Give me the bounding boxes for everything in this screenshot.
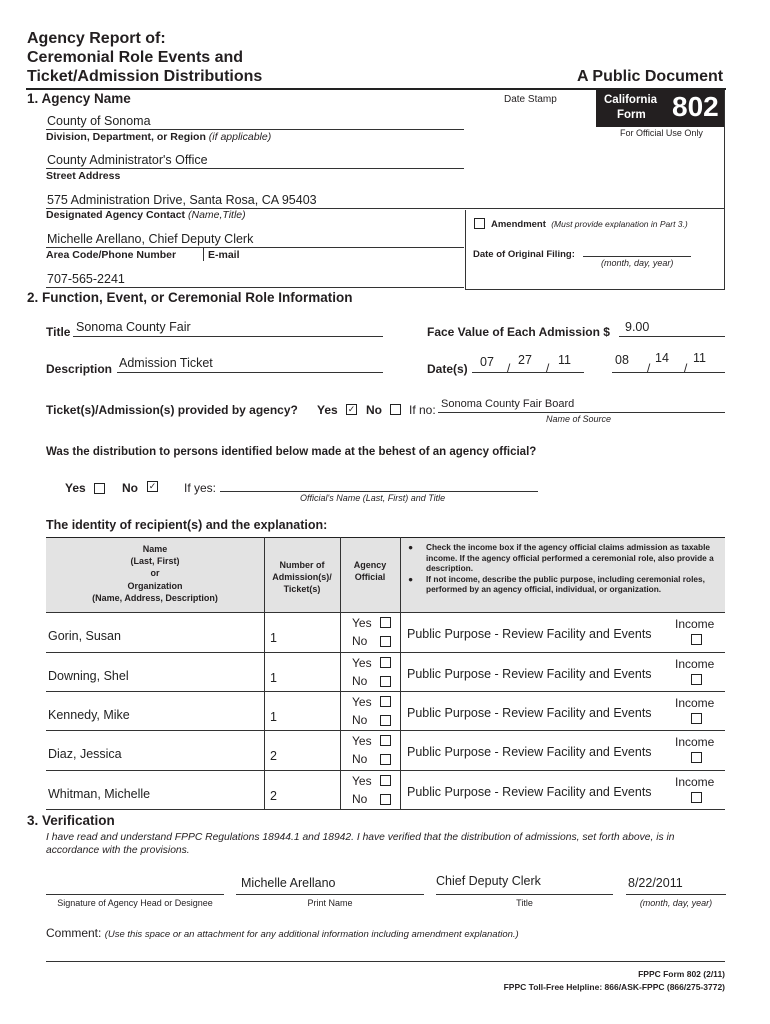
contact-label-text: Designated Agency Contact [46, 209, 186, 221]
right-box-right [724, 90, 725, 289]
explain-item [408, 542, 722, 574]
agency-official-yes-label: Yes [352, 695, 372, 709]
recipient-purpose: Public Purpose - Review Facility and Events [407, 785, 652, 799]
date-slash: / [647, 361, 651, 375]
recipient-purpose: Public Purpose - Review Facility and Events [407, 667, 652, 681]
income-label: Income [675, 696, 715, 710]
recipient-purpose: Public Purpose - Review Facility and Events [407, 706, 652, 720]
signature-line [46, 894, 224, 895]
recipient-count: 1 [270, 671, 277, 685]
table-bottom-rule [46, 809, 725, 810]
provided-question: Ticket(s)/Admission(s) provided by agency? [46, 403, 298, 417]
face-value: 9.00 [625, 320, 650, 334]
comment-line [46, 961, 725, 962]
date-slash: / [507, 361, 511, 375]
contact-line [46, 247, 464, 248]
agency-official-yes-label: Yes [352, 616, 372, 630]
table-row [46, 770, 725, 810]
explain-text: If not income, describe the public purpose, including ceremonial roles, performed by an agency official, individual, or organization. [426, 573, 705, 595]
agency-official-no-checkbox[interactable] [380, 794, 391, 805]
official-name-label: Official's Name (Last, First) and Title [300, 493, 446, 503]
form-badge [596, 90, 724, 127]
agency-official-no-label: No [352, 713, 368, 727]
description-label: Description [46, 362, 113, 376]
phone-email-divider [203, 247, 204, 261]
income-label: Income [675, 775, 715, 789]
col-header-name [46, 543, 264, 604]
provided-yes-label: Yes [317, 403, 338, 417]
table-row [46, 612, 725, 652]
print-name-label: Print Name [307, 898, 353, 908]
source-value: Sonoma County Fair Board [441, 398, 575, 410]
income-checkbox[interactable] [691, 752, 702, 763]
table-row [46, 691, 725, 731]
title-line: Agency Report of: [27, 30, 166, 47]
contact-label-sub: (Name,Title) [187, 209, 246, 221]
behest-yes-label: Yes [65, 481, 86, 495]
division-label-text: Division, Department, or Region [46, 131, 206, 143]
agency-official-yes-checkbox[interactable] [380, 775, 391, 786]
col-header-line: Number of [279, 560, 325, 570]
amendment-sub: (Must provide explanation in Part 3.) [551, 219, 688, 229]
source-line [438, 412, 725, 413]
signature-label: Signature of Agency Head or Designee [57, 898, 213, 908]
amendment-checkbox[interactable] [474, 218, 485, 229]
col-header-line: Official [354, 572, 386, 582]
agency-official-no-checkbox[interactable] [380, 754, 391, 765]
agency-official-no-checkbox[interactable] [380, 715, 391, 726]
amendment-label-text: Amendment [491, 219, 546, 230]
description-line [117, 372, 383, 373]
form-title [27, 29, 262, 86]
date2-line [612, 372, 725, 373]
division-label-sub: (if applicable) [208, 131, 272, 143]
right-box-left [465, 210, 466, 289]
date-value: 8/22/2011 [628, 876, 683, 890]
face-value-label: Face Value of Each Admission $ [427, 325, 610, 339]
original-filing-sub: (month, day, year) [601, 258, 674, 268]
title-label: Title [516, 898, 533, 908]
recipient-purpose: Public Purpose - Review Facility and Events [407, 627, 652, 641]
date2-year: 11 [693, 351, 706, 365]
bullet: ● [408, 573, 414, 584]
income-checkbox[interactable] [691, 713, 702, 724]
title-line [436, 894, 613, 895]
part3-heading: 3. Verification [27, 813, 115, 828]
official-use-label: For Official Use Only [620, 128, 703, 138]
agency-official-yes-checkbox[interactable] [380, 696, 391, 707]
original-filing-line [583, 256, 691, 257]
col-header-line: Ticket(s) [283, 584, 321, 594]
recipient-count: 1 [270, 631, 277, 645]
date1-line [472, 372, 584, 373]
income-checkbox[interactable] [691, 674, 702, 685]
division-value: County Administrator's Office [47, 153, 208, 167]
income-checkbox[interactable] [691, 792, 702, 803]
phone-line [46, 287, 464, 288]
print-name-line [236, 894, 424, 895]
comment-label [46, 926, 519, 940]
col-header-line: (Last, First) [130, 556, 180, 567]
provided-no-label: No [366, 403, 382, 417]
division-line [46, 168, 464, 169]
right-box-bottom [465, 289, 725, 290]
contact-label [46, 209, 246, 221]
col-header-line: (Name, Address, Description) [92, 592, 218, 603]
phone-label: Area Code/Phone Number [46, 249, 177, 261]
if-no-label: If no: [409, 403, 436, 417]
date-slash: / [546, 361, 550, 375]
col-header-line: Name [142, 544, 168, 554]
title-line: Ticket/Admission Distributions [27, 68, 263, 85]
income-label: Income [675, 657, 715, 671]
bullet: ● [408, 542, 414, 552]
dates-label: Date(s) [427, 362, 468, 376]
agency-official-yes-checkbox[interactable] [380, 735, 391, 746]
original-filing-label: Date of Original Filing: [473, 249, 575, 260]
date2-month: 08 [615, 353, 629, 367]
verification-statement: I have read and understand FPPC Regulations 18944.1 and 18942. I have verified that the distribution of admissions, set forth above, is in accordance with the provisions. [46, 832, 675, 856]
col-header-line: or [150, 568, 160, 579]
if-yes-label: If yes: [184, 481, 217, 495]
footer-helpline: FPPC Toll-Free Helpline: 866/ASK-FPPC (866/275-3772) [503, 982, 725, 992]
part2-heading: 2. Function, Event, or Ceremonial Role Information [27, 290, 353, 305]
recipient-count: 1 [270, 710, 277, 724]
event-title-value: Sonoma County Fair [76, 320, 191, 334]
agency-official-yes-checkbox[interactable] [380, 617, 391, 628]
behest-no-checkbox[interactable]: ✓ [148, 481, 157, 491]
recipients-heading: The identity of recipient(s) and the explanation: [46, 518, 328, 532]
col-header-line: Admission(s)/ [272, 572, 332, 582]
agency-official-no-checkbox[interactable] [380, 676, 391, 687]
table-row [46, 652, 725, 692]
title-value: Chief Deputy Clerk [436, 874, 541, 888]
public-document-label: A Public Document [577, 68, 724, 85]
agency-official-no-label: No [352, 674, 368, 688]
street-value: 575 Administration Drive, Santa Rosa, CA 95403 [47, 193, 317, 207]
agency-official-yes-label: Yes [352, 774, 372, 788]
badge-number: 802 [672, 91, 719, 122]
col-header-number [264, 559, 340, 595]
date-line [626, 894, 726, 895]
behest-no-label: No [122, 481, 138, 495]
provided-no-checkbox[interactable] [390, 404, 401, 415]
behest-yes-checkbox[interactable] [94, 483, 105, 494]
agency-official-no-label: No [352, 752, 368, 766]
title-line: Ceremonial Role Events and [27, 49, 244, 66]
date1-day: 27 [518, 353, 532, 367]
comment-label-text: Comment: [46, 926, 102, 940]
contact-value: Michelle Arellano, Chief Deputy Clerk [47, 232, 254, 246]
explain-item [408, 574, 722, 595]
event-title-line [73, 336, 383, 337]
part1-heading: 1. Agency Name [27, 91, 131, 106]
print-name-value: Michelle Arellano [241, 876, 336, 890]
agency-official-yes-label: Yes [352, 656, 372, 670]
table-row [46, 730, 725, 770]
income-checkbox[interactable] [691, 634, 702, 645]
badge-california: California [604, 94, 658, 106]
amendment-label [491, 219, 688, 230]
email-label: E-mail [208, 249, 240, 261]
date1-month: 07 [480, 355, 494, 369]
col-header-agency [340, 559, 400, 583]
col-header-explanation [408, 542, 722, 595]
agency-official-yes-label: Yes [352, 734, 372, 748]
behest-question: Was the distribution to persons identified below made at the behest of an agency official? [46, 446, 537, 458]
recipient-purpose: Public Purpose - Review Facility and Events [407, 745, 652, 759]
date-slash: / [684, 361, 688, 375]
agency-official-no-label: No [352, 792, 368, 806]
income-label: Income [675, 617, 715, 631]
agency-official-yes-checkbox[interactable] [380, 657, 391, 668]
source-label: Name of Source [546, 414, 612, 424]
recipient-count: 2 [270, 789, 277, 803]
col-header-line: Agency [353, 560, 387, 570]
agency-official-no-checkbox[interactable] [380, 636, 391, 647]
official-name-line [220, 491, 538, 492]
recipient-count: 2 [270, 749, 277, 763]
comment-sub: (Use this space or an attachment for any additional information including amendment explanation.) [104, 929, 519, 940]
badge-form: Form [617, 109, 646, 121]
description-value: Admission Ticket [119, 356, 213, 370]
recipient-name: Gorin, Susan [48, 629, 121, 643]
provided-yes-checkbox[interactable]: ✓ [347, 404, 356, 414]
recipient-name: Downing, Shel [48, 669, 129, 683]
date1-year: 11 [558, 353, 571, 367]
income-label: Income [675, 735, 715, 749]
explain-text: Check the income box if the agency official claims admission as taxable income. If the agency official performed a ceremonial role, also provide a description. [426, 542, 714, 574]
event-title-label: Title [46, 325, 71, 339]
face-value-line [619, 336, 725, 337]
phone-value: 707-565-2241 [47, 272, 125, 286]
date-label: (month, day, year) [639, 898, 713, 908]
col-header-line: Organization [127, 580, 183, 591]
agency-name-line [46, 129, 464, 130]
date2-day: 14 [655, 351, 669, 365]
street-label: Street Address [46, 170, 121, 182]
recipient-name: Whitman, Michelle [48, 787, 151, 801]
agency-name-value: County of Sonoma [47, 114, 151, 128]
date-stamp-label: Date Stamp [504, 94, 557, 105]
division-label [46, 131, 271, 143]
recipient-name: Kennedy, Mike [48, 708, 130, 722]
recipient-name: Diaz, Jessica [48, 747, 122, 761]
table-top-rule [46, 537, 725, 538]
footer-form-id: FPPC Form 802 (2/11) [638, 969, 725, 979]
agency-official-no-label: No [352, 634, 368, 648]
